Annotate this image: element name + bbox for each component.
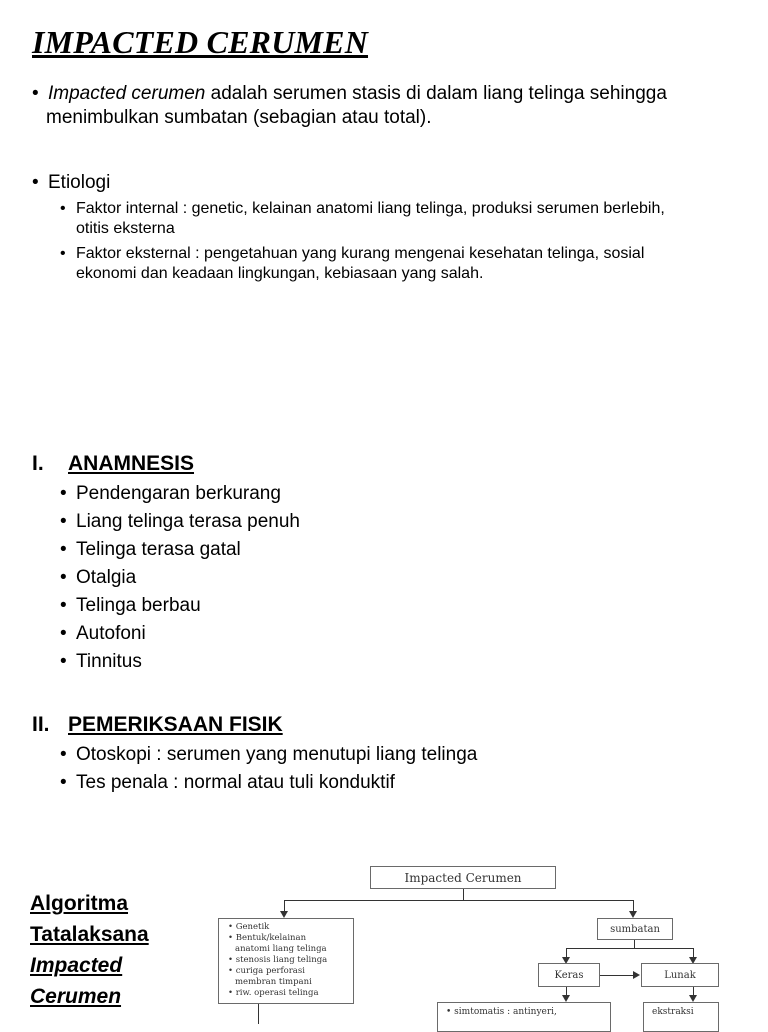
bullet-icon: • — [32, 172, 39, 193]
flowchart-ekstraksi-label: ekstraksi — [652, 1007, 694, 1017]
etiologi-internal-text: Faktor internal : genetic, kelainan anatomi liang telinga, produksi serumen berlebih, — [76, 200, 665, 217]
flowchart-simtomatis-text: • simtomatis : antinyeri, — [446, 1007, 557, 1017]
list-item-text: Telinga berbau — [76, 595, 201, 616]
arrow-down-icon — [689, 995, 697, 1002]
risk-item: • curiga perforasi — [228, 966, 305, 976]
flowchart-ekstraksi-box — [643, 1002, 719, 1032]
bullet-icon: • — [60, 744, 67, 765]
algoritma-title-line: Impacted — [30, 954, 123, 977]
list-item-text: Autofoni — [76, 623, 146, 644]
flowchart-lunak-label: Lunak — [664, 969, 696, 981]
risk-item-text: stenosis liang telinga — [235, 955, 328, 965]
section-number: II. — [32, 713, 50, 736]
risk-item: • riw. operasi telinga — [228, 988, 319, 998]
list-item — [60, 536, 300, 564]
bullet-icon: • — [60, 539, 67, 560]
connector-line — [693, 987, 694, 995]
etiologi-internal-text-line2: otitis eksterna — [76, 220, 175, 237]
flowchart-sumbatan-label: sumbatan — [610, 923, 660, 935]
connector-line — [693, 948, 694, 957]
arrow-down-icon — [280, 911, 288, 918]
etiologi-eksternal — [60, 244, 644, 284]
list-item-text: Pendengaran berkurang — [76, 483, 281, 504]
risk-item: • Bentuk/kelainan — [228, 933, 307, 943]
bullet-icon: • — [60, 245, 66, 262]
flowchart-lunak-box — [641, 963, 719, 987]
algoritma-title-line: Tatalaksana — [30, 923, 149, 946]
definition-text: adalah serumen stasis di dalam liang telinga sehingga — [205, 83, 667, 104]
risk-item-text: riw. operasi telinga — [235, 988, 319, 998]
bullet-icon: • — [60, 200, 66, 217]
definition-term: Impacted cerumen — [48, 83, 206, 104]
flowchart-sumbatan-box — [597, 918, 673, 940]
connector-line — [258, 1004, 259, 1024]
list-item — [60, 648, 300, 676]
flowchart-simtomatis-box — [437, 1002, 611, 1032]
arrow-down-icon — [629, 911, 637, 918]
section-title: ANAMNESIS — [68, 452, 195, 475]
etiologi-eksternal-text: Faktor eksternal : pengetahuan yang kurang mengenai kesehatan telinga, sosial — [76, 245, 645, 262]
connector-line — [633, 900, 634, 911]
risk-item-text: anatomi liang telinga — [235, 944, 327, 954]
list-item-text: Otalgia — [76, 567, 137, 588]
algoritma-title-line: Algoritma — [30, 892, 129, 915]
flowchart-simtomatis-label: simtomatis : antinyeri, — [454, 1007, 557, 1017]
risk-item-text: Bentuk/kelainan — [235, 933, 307, 943]
risk-item: • Genetik — [228, 922, 270, 932]
bullet-icon: • — [60, 511, 67, 532]
connector-line — [634, 940, 635, 948]
connector-line — [284, 900, 285, 911]
risk-item-text: Genetik — [235, 922, 270, 932]
connector-line — [284, 900, 634, 901]
flowchart-root-label: Impacted Cerumen — [404, 870, 522, 885]
connector-line — [566, 948, 694, 949]
section-anamnesis-heading — [32, 452, 194, 476]
list-item — [60, 564, 300, 592]
flowchart-keras-label: Keras — [554, 969, 584, 981]
risk-item — [228, 977, 353, 988]
definition-text-line2: menimbulkan sumbatan (sebagian atau total). — [46, 107, 432, 128]
section-number: I. — [32, 452, 44, 475]
anamnesis-list — [60, 480, 300, 676]
risk-item — [228, 944, 353, 955]
section-title: PEMERIKSAAN FISIK — [68, 713, 283, 736]
pemeriksaan-list — [60, 741, 477, 797]
connector-line — [566, 948, 567, 957]
list-item-text: Liang telinga terasa penuh — [76, 511, 300, 532]
list-item-text: Telinga terasa gatal — [76, 539, 241, 560]
arrow-right-icon — [633, 971, 640, 979]
risk-item: • stenosis liang telinga — [228, 955, 328, 965]
bullet-icon: • — [60, 483, 67, 504]
etiologi-eksternal-text-line2: ekonomi dan keadaan lingkungan, kebiasaan yang salah. — [76, 265, 484, 282]
bullet-icon: • — [32, 83, 39, 104]
definition-bullet — [32, 82, 667, 130]
bullet-icon: • — [60, 772, 67, 793]
bullet-icon: • — [60, 595, 67, 616]
connector-line — [566, 987, 567, 995]
algoritma-title — [30, 888, 149, 1012]
connector-line — [463, 889, 464, 900]
list-item-text: Otoskopi : serumen yang menutupi liang telinga — [76, 744, 478, 765]
algoritma-title-line: Cerumen — [30, 985, 122, 1008]
risk-item-text: membran timpani — [235, 977, 312, 987]
list-item — [60, 508, 300, 536]
etiologi-heading — [32, 171, 110, 195]
list-item — [60, 480, 300, 508]
flowchart-root-box — [370, 866, 556, 889]
risk-item-text: curiga perforasi — [235, 966, 305, 976]
list-item-text: Tes penala : normal atau tuli konduktif — [76, 772, 395, 793]
bullet-icon: • — [60, 567, 67, 588]
flowchart-risk-box — [218, 918, 354, 1004]
etiologi-internal — [60, 199, 665, 239]
connector-line — [600, 975, 634, 976]
list-item — [60, 741, 477, 769]
page-title: IMPACTED CERUMEN — [32, 24, 369, 60]
section-pemeriksaan-heading — [32, 713, 283, 737]
bullet-icon: • — [60, 651, 67, 672]
flowchart-keras-box — [538, 963, 600, 987]
list-item — [60, 620, 300, 648]
etiologi-label: Etiologi — [48, 172, 111, 193]
bullet-icon: • — [60, 623, 67, 644]
list-item — [60, 769, 477, 797]
list-item — [60, 592, 300, 620]
list-item-text: Tinnitus — [76, 651, 142, 672]
arrow-down-icon — [562, 995, 570, 1002]
